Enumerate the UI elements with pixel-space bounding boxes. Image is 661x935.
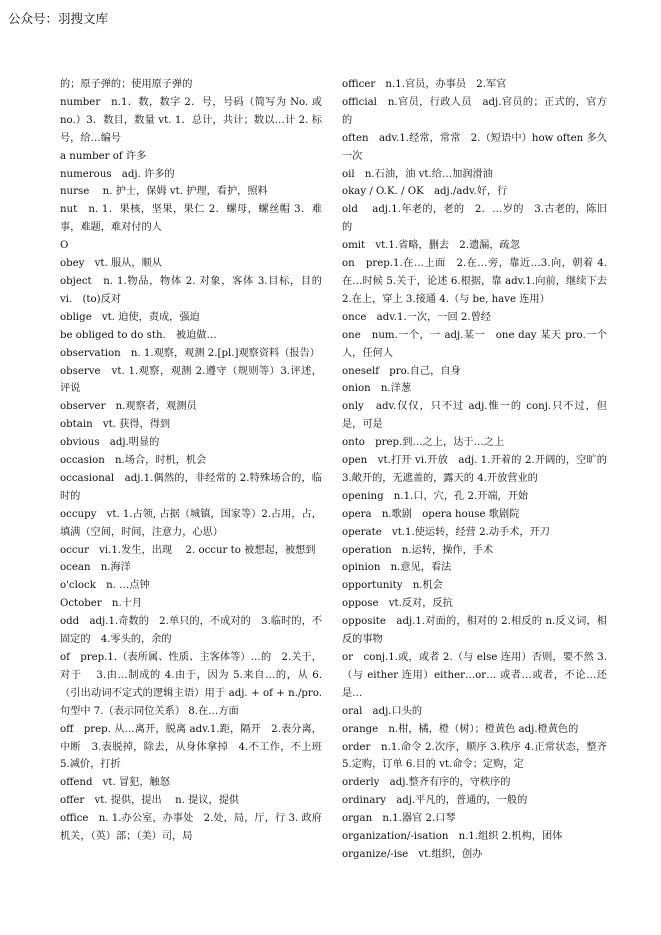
vocab-entry: opposite adj.1.对面的，相对的 2.相反的 n.反义词，相反的事物	[342, 616, 607, 646]
vocab-entry: occupy vt. 1.占领, 占据（城镇，国家等）2.占用，占，填满（空间，时间，注意力，心思）	[60, 508, 322, 538]
vocab-entry: operation n.运转，操作，手术	[342, 544, 494, 556]
vocab-entry: oral adj.口头的	[342, 705, 423, 717]
vocab-entry: be obliged to do sth. 被迫做…	[60, 329, 217, 341]
vocab-entry: office n. 1.办公室，办事处 2.处，局，厅，行 3. 政府机关，（英）部；（美）司，局	[60, 813, 322, 843]
vocab-entry: opera n.歌剧 opera house 歌剧院	[342, 508, 520, 520]
vocab-entry: once adv.1.一次，一回 2.曾经	[342, 311, 491, 323]
vocab-entry: organ n.1.器官 2.口琴	[342, 813, 456, 825]
vocab-entry: or conj.1.或，或者 2.（与 else 连用）否则，要不然 3.（与 either 连用）either…or… 或者…或者，不论…还是…	[342, 652, 607, 699]
vocab-entry: occasional adj.1.偶然的，非经常的 2.特殊场合的，临时的	[60, 472, 322, 502]
vocab-entry: O	[60, 240, 69, 252]
vocab-entry: order n.1.命令 2.次序，顺序 3.秩序 4.正常状态，整齐 5.定购，订单 6.目的 vt.命令；定购，定	[342, 741, 607, 771]
vocab-entry: one num.一个，一 adj.某一 one day 某天 pro.一个人，任何人	[342, 329, 607, 359]
vocab-entry: obey vt. 服从，顺从	[60, 258, 162, 270]
vocab-entry: opportunity n.机会	[342, 580, 443, 592]
vocab-entry: orange n.柑，橘，橙（树）；橙黄色 adj.橙黄色的	[342, 723, 579, 735]
vocab-entry: official n.官员，行政人员 adj.官员的；正式的，官方的	[342, 96, 607, 126]
vocab-entry: okay / O.K. / OK adj./adv.好，行	[342, 186, 508, 198]
right-column	[342, 76, 607, 864]
vocab-entry: officer n.1.官员，办事员 2.军官	[342, 79, 507, 90]
vocab-entry: of prep.1.（表所属、性质、主客体等）…的 2.关于，对于 3.由…制成的 4.由于，因为 5.来自…的，从 6.（引出动词不定式的逻辑主语）用于 adj. + of + n./pro. 句型中 7.（表示同位关系） 8.在…方面	[60, 652, 322, 717]
vocab-entry: observation n. 1.观察，观测 2.[pl.]观察资料（报告）	[60, 347, 320, 359]
vocab-entry: observe vt. 1.观察，观测 2.遵守（规则等）3.评述，评说	[60, 365, 322, 395]
vocab-entry: 的；原子弹的；使用原子弹的	[60, 79, 193, 90]
vocab-entry: opening n.1.口，穴，孔 2.开端，开始	[342, 490, 529, 502]
vocab-entry: often adv.1.经常，常常 2.（短语中）how often 多久一次	[342, 132, 607, 162]
vocab-entry: offer vt. 提供，提出 n. 提议，提供	[60, 795, 240, 807]
vocab-entry: nut n. 1．果核，坚果，果仁 2．螺母，螺丝帽 3．难事，难题，难对付的人	[60, 204, 322, 234]
vocab-entry: onion n.洋葱	[342, 383, 412, 395]
vocab-entry: open vt.打开 vi.开放 adj. 1.开着的 2.开阔的，空旷的 3.敞开的，无遮盖的，露天的 4.开放营业的	[342, 455, 607, 484]
vocab-entry: on prep.1.在…上面 2.在…旁，靠近…3.向，朝着 4.在…时候 5.关于，论述 6.根据，靠 adv.1.向前，继续下去 2.在上，穿上 3.接通 4.（与 be, have 连用）	[342, 258, 607, 305]
vocab-entry: operate vt.1.使运转，经营 2.动手术，开刀	[342, 526, 550, 538]
vocab-entry: occur vi.1.发生，出现 2. occur to 被想起，被想到	[60, 544, 316, 556]
vocab-entry: ordinary adj.平凡的，普通的，一般的	[342, 795, 528, 807]
vocab-entry: number n.1．数，数字 2．号，号码（简写为 No. 或 no.）3．数目，数量 vt. 1．总计，共计；数以…计 2. 标号，给…编号	[60, 96, 322, 144]
vocab-entry: oil n.石油，油 vt.给…加润滑油	[342, 168, 493, 180]
vocab-entry: oneself pro.自己，自身	[342, 365, 461, 377]
vocab-entry: nurse n. 护士，保姆 vt. 护理，看护，照料	[60, 186, 268, 198]
vocab-entry: numerous adj. 许多的	[60, 168, 175, 180]
vocab-entry: o'clock n. …点钟	[60, 580, 150, 592]
vocab-entry: onto prep.到…之上，达于…之上	[342, 437, 505, 449]
vocab-entry: object n. 1.物品，物体 2. 对象，客体 3.目标，目的 vi. (to)反对	[60, 275, 322, 305]
vocab-entry: organize/-ise vt.组织，创办	[342, 848, 483, 860]
vocab-entry: October n.十月	[60, 598, 143, 610]
left-column	[60, 76, 333, 846]
vocab-entry: organization/-isation n.1.组织 2.机构，团体	[342, 831, 563, 843]
vocab-entry: ocean n.海洋	[60, 562, 131, 574]
vocab-entry: oblige vt. 迫使，责成，强迫	[60, 311, 200, 323]
vocab-entry: old adj.1.年老的，老的 2．…岁的 3.古老的，陈旧的	[342, 204, 607, 234]
vocab-entry: observer n.观察者，观测员	[60, 401, 197, 413]
vocab-entry: occasion n.场合，时机，机会	[60, 455, 207, 467]
vocab-entry: only adv.仅仅，只不过 adj.惟一的 conj.只不过，但是，可是	[342, 401, 607, 431]
vocab-entry: opinion n.意见，看法	[342, 562, 452, 574]
vocab-entry: obtain vt. 获得，得到	[60, 419, 171, 431]
vocab-entry: oppose vt.反对，反抗	[342, 598, 453, 610]
vocab-entry: a number of 许多	[60, 150, 147, 162]
vocab-entry: orderly adj.整齐有序的，守秩序的	[342, 777, 511, 789]
vocab-entry: offend vt. 冒犯，触怒	[60, 777, 170, 789]
vocab-entry: off prep. 从…离开，脱离 adv.1.距，隔开 2.表分离，中断 3.表脱掉，除去，从身体拿掉 4.不工作，不上班 5.减价，打折	[60, 723, 333, 771]
source-label: 公众号：羽搜文库	[8, 11, 109, 26]
vocab-entry: omit vt.1.省略，删去 2.遗漏，疏忽	[342, 240, 520, 252]
vocab-entry: obvious adj.明显的	[60, 437, 160, 449]
vocab-entry: odd adj.1.奇数的 2.单只的，不成对的 3.临时的，不固定的 4.零头的，余的	[60, 616, 322, 646]
